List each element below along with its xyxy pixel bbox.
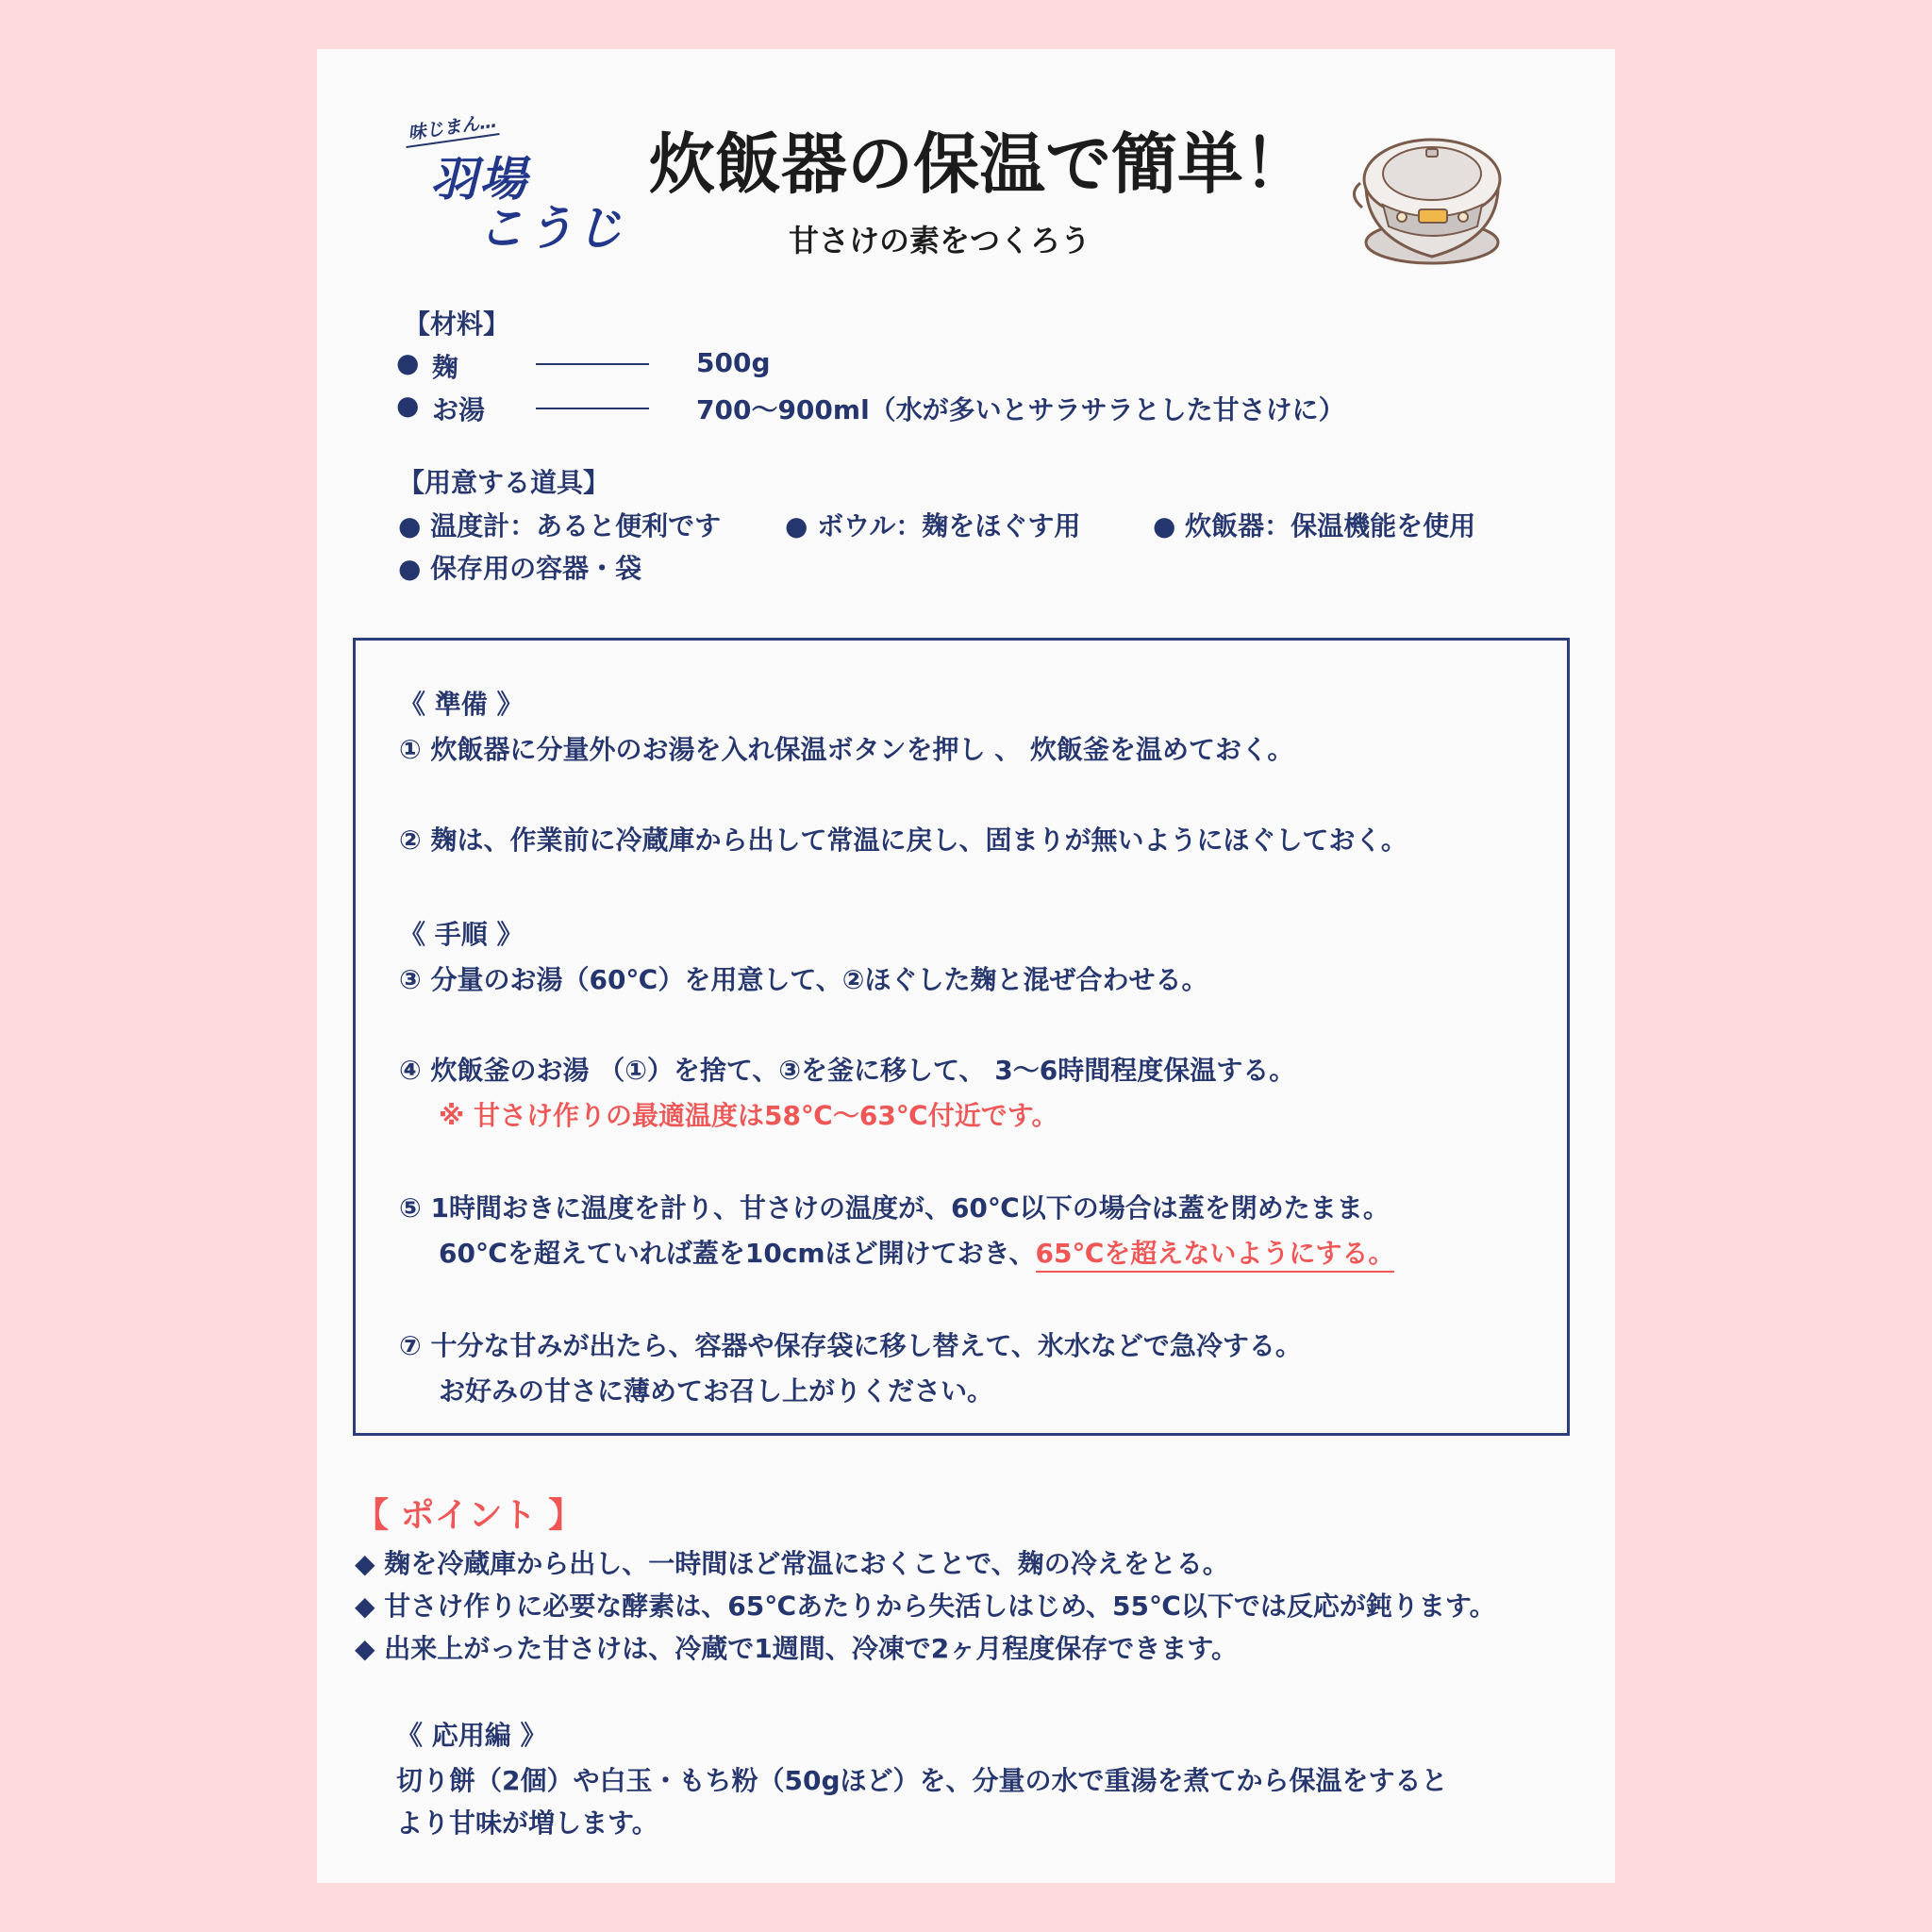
ingredient-amount: 500g — [696, 347, 771, 378]
tool-item: ● ボウル：麹をほぐす用 — [785, 510, 1081, 541]
page-title: 炊飯器の保温で簡単！ — [649, 125, 1309, 203]
step-5-line1: ⑤ 1時間おきに温度を計り、甘さけの温度が、60℃以下の場合は蓋を閉めたまま。 — [399, 1192, 1390, 1224]
tool-item: ● 炊飯器：保温機能を使用 — [1153, 510, 1476, 541]
rice-cooker-icon — [1345, 115, 1515, 275]
point-item: ◆ 麹を冷蔵庫から出し、一時間ほど常温におくことで、麹の冷えをとる。 — [355, 1548, 1229, 1579]
step-7-line2: お好みの甘さに薄めてお召し上がりください。 — [439, 1375, 994, 1407]
page-subtitle: 甘さけの素をつくろう — [789, 223, 1091, 258]
step-7-line1: ⑦ 十分な甘みが出たら、容器や保存袋に移し替えて、氷水などで急冷する。 — [399, 1330, 1302, 1361]
prep-heading: 《 準備 》 — [399, 689, 524, 720]
point-item: ◆ 甘さけ作りに必要な酵素は、65℃あたりから失活しはじめ、55℃以下では反応が鈍ります。 — [355, 1591, 1496, 1622]
steps-box — [353, 638, 1570, 1436]
point-item: ◆ 出来上がった甘さけは、冷蔵で1週間、冷凍で2ヶ月程度保存できます。 — [355, 1633, 1239, 1664]
recipe-sheet — [317, 49, 1615, 1883]
advanced-line2: より甘味が増します。 — [396, 1807, 658, 1839]
step-5-line2 — [439, 1233, 1394, 1271]
step-4: ④ 炊飯釜のお湯 （①）を捨て、③を釜に移して、 3〜6時間程度保温する。 — [399, 1055, 1296, 1086]
logo-line2: こうじ — [477, 201, 625, 256]
tools-heading: 【用意する道具】 — [398, 467, 610, 498]
ingredient-bullet: ● — [396, 390, 420, 421]
step-3: ③ 分量のお湯（60℃）を用意して、②ほぐした麹と混ぜ合わせる。 — [399, 964, 1208, 995]
advanced-heading: 《 応用編 》 — [396, 1720, 547, 1751]
logo-line1: 羽場 — [430, 152, 528, 207]
procedure-heading: 《 手順 》 — [399, 919, 524, 950]
step-1: ① 炊飯器に分量外のお湯を入れ保温ボタンを押し 、 炊飯釜を温めておく。 — [399, 734, 1294, 765]
step-5-warning: 65℃を超えないようにする。 — [1036, 1238, 1395, 1273]
step-5-text: 60℃を超えていれば蓋を10cmほど開けておき、 — [439, 1238, 1036, 1269]
ingredient-dash — [536, 408, 649, 409]
logo-tagline: 味じまん… — [407, 110, 499, 144]
ingredient-name: 麹 — [432, 352, 459, 383]
ingredient-dash — [536, 363, 649, 365]
points-heading: 【 ポイント 】 — [355, 1496, 583, 1535]
step-4-note: ※ 甘さけ作りの最適温度は58℃〜63℃付近です。 — [439, 1100, 1058, 1131]
ingredient-amount: 700〜900ml（水が多いとサラサラとした甘さけに） — [696, 394, 1345, 425]
tool-item: ● 温度計：あると便利です — [398, 510, 722, 541]
ingredients-heading: 【材料】 — [404, 308, 510, 340]
tool-item: ● 保存用の容器・袋 — [398, 553, 642, 584]
ingredient-bullet: ● — [396, 347, 420, 378]
ingredient-name: お湯 — [432, 394, 486, 425]
step-2: ② 麹は、作業前に冷蔵庫から出して常温に戻し、固まりが無いようにほぐしておく。 — [399, 824, 1407, 856]
advanced-line1: 切り餅（2個）や白玉・もち粉（50gほど）を、分量の水で重湯を煮てから保温をすると — [396, 1765, 1448, 1796]
